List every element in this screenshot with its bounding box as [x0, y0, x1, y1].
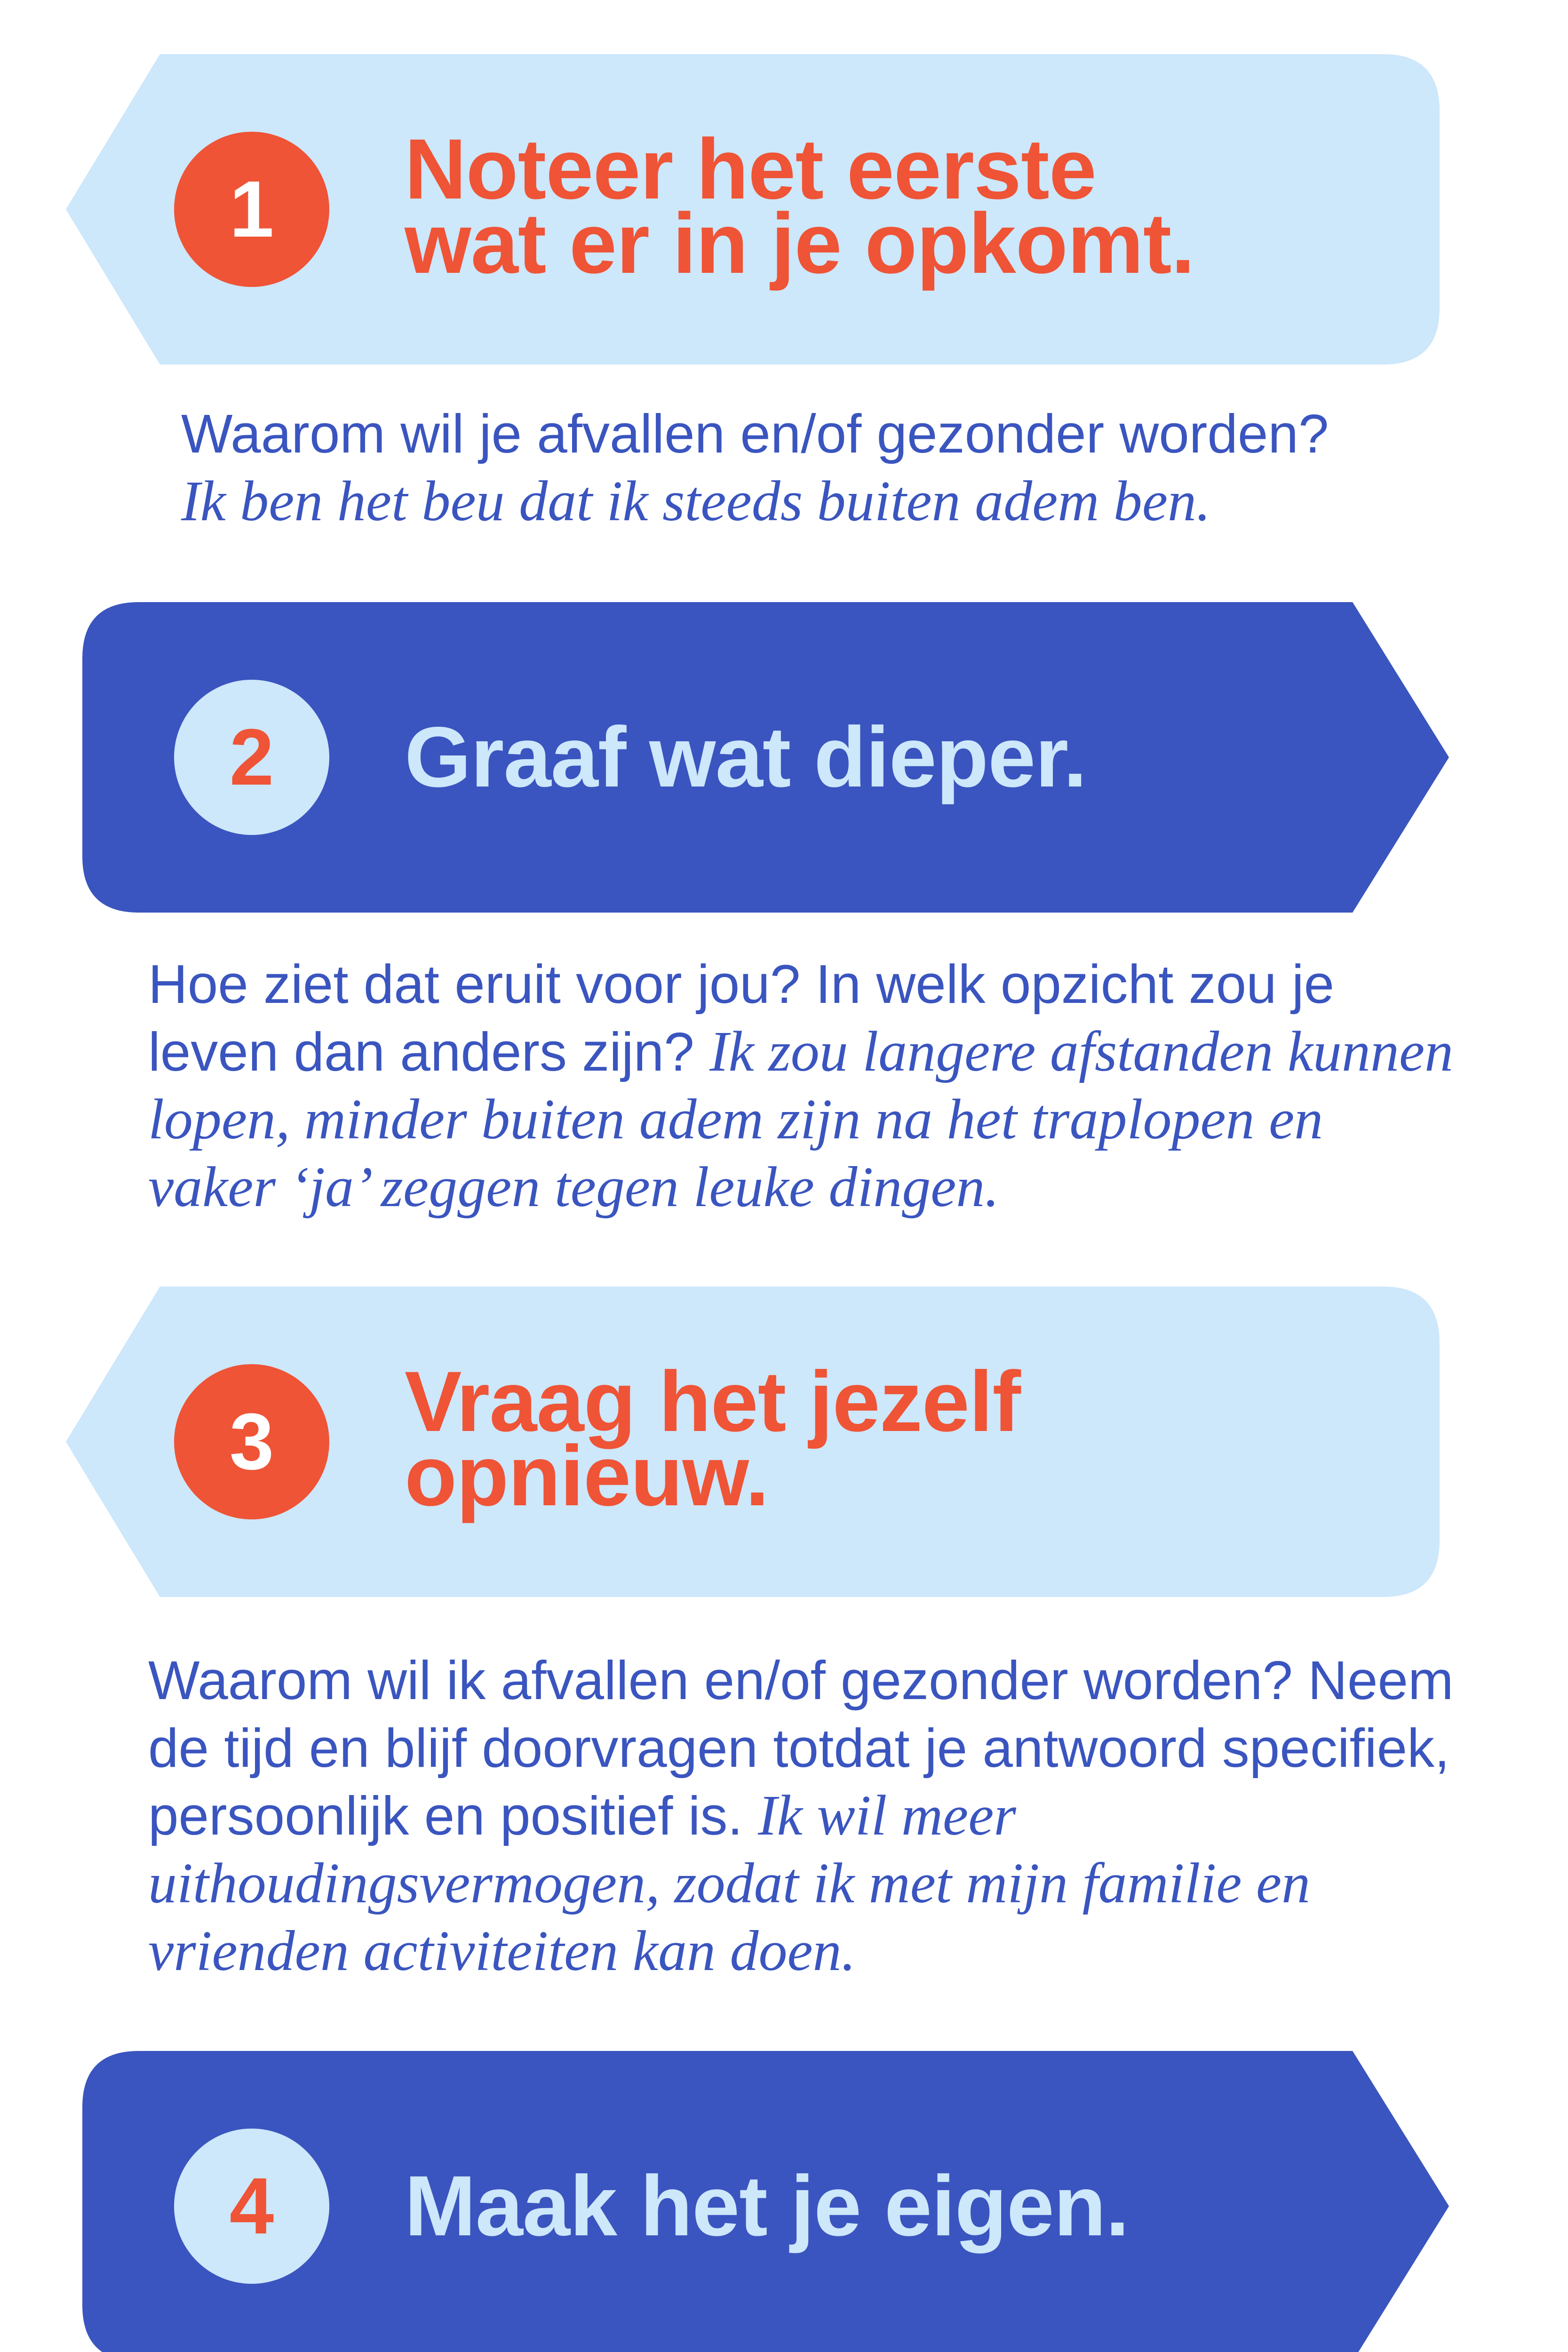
step-2-body-question: Hoe ziet dat eruit voor jou? In welk opzicht zou je leven dan anders zijn?	[148, 954, 1335, 1082]
step-3-title-line-2: opnieuw.	[405, 1428, 769, 1524]
step-3-number: 3	[229, 1397, 274, 1486]
step-3-body-answer: Ik wil meer uithoudingsvermogen, zodat ik met mijn familie en vrienden activiteiten kan doen.	[148, 1784, 1311, 1983]
step-2-number-badge	[174, 680, 329, 835]
step-1-body	[181, 400, 1451, 535]
step-1-title-line-1: Noteer het eerste	[405, 121, 1096, 217]
step-1-body-answer: Ik ben het beu dat ik steeds buiten adem ben.	[181, 469, 1211, 533]
step-3-body	[148, 1646, 1465, 1985]
step-3-banner	[66, 1287, 1440, 1597]
step-4-number-badge	[174, 2129, 329, 2284]
step-3-body-question: Waarom wil ik afvallen en/of gezonder worden? Neem de tijd en blijf doorvragen totdat je antwoord specifiek, persoonlijk en positief is.	[148, 1650, 1454, 1846]
step-4-title	[405, 2158, 1129, 2254]
step-1-number: 1	[229, 165, 274, 254]
step-1-number-badge	[174, 132, 329, 287]
step-2-banner	[82, 602, 1449, 913]
step-2-body-answer: Ik zou langere afstanden kunnen lopen, minder buiten adem zijn na het traplopen en vaker ‘ja’ zeggen tegen leuke dingen.	[148, 1020, 1454, 1219]
step-1-title-line-2: wat er in je opkomt.	[405, 195, 1194, 291]
step-2-title-line-1: Graaf wat dieper.	[405, 709, 1087, 805]
step-3-title	[405, 1353, 1021, 1524]
step-3-number-badge	[174, 1364, 329, 1519]
step-1-title	[405, 121, 1194, 291]
step-4-number: 4	[229, 2161, 274, 2251]
step-1-banner	[66, 54, 1440, 365]
step-4-banner	[82, 2051, 1449, 2352]
step-2-title	[405, 709, 1087, 805]
step-2-body	[148, 950, 1456, 1221]
step-4-title-line-1: Maak het je eigen.	[405, 2158, 1129, 2254]
step-1-body-question: Waarom wil je afvallen en/of gezonder worden?	[181, 403, 1329, 464]
step-2-number: 2	[229, 713, 274, 802]
step-3-title-line-1: Vraag het jezelf	[405, 1353, 1021, 1449]
